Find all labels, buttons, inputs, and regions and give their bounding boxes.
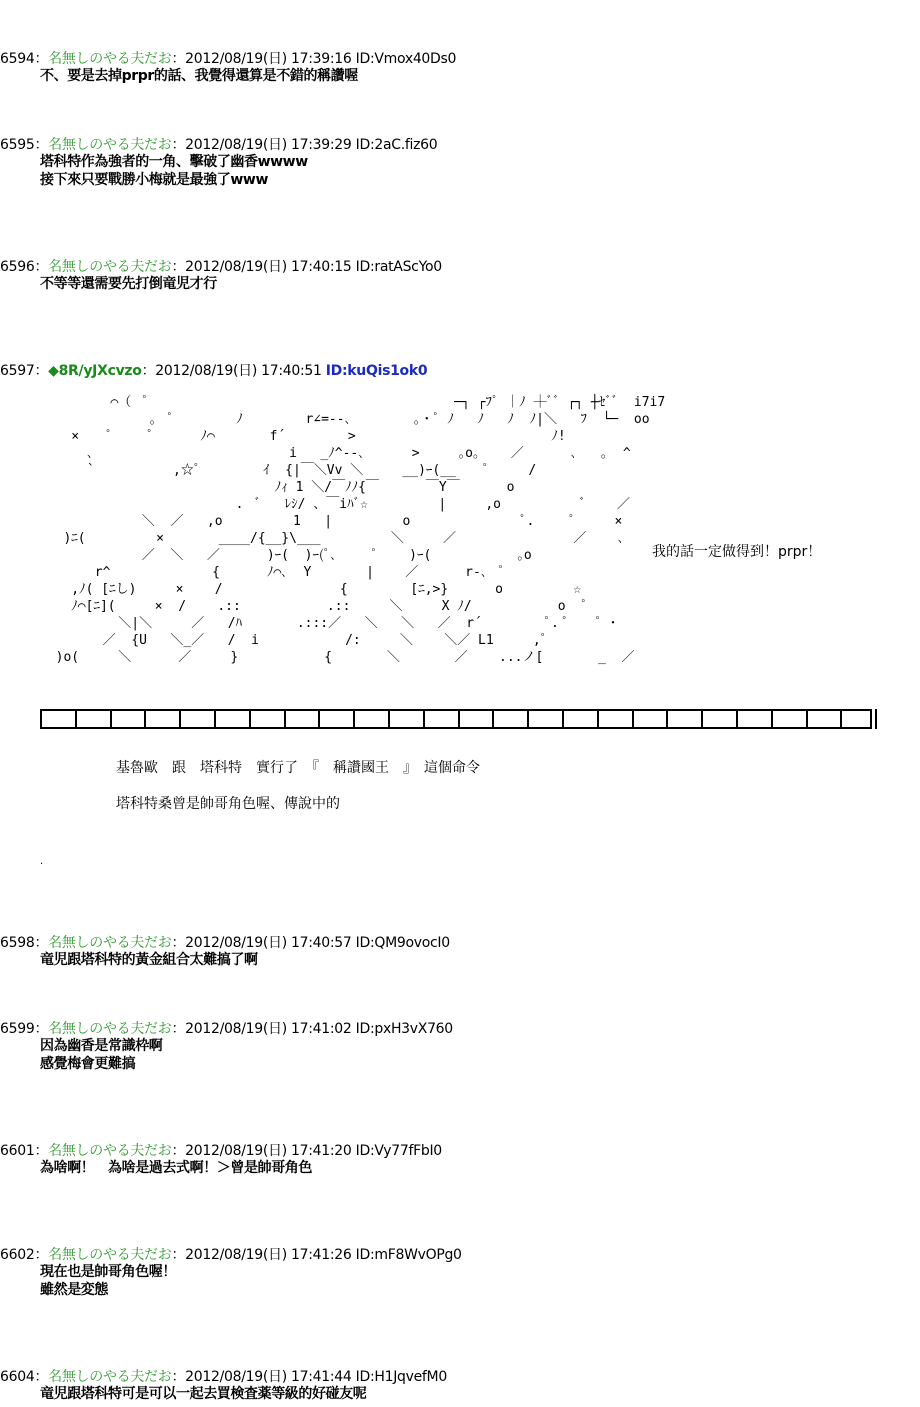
rail-tie <box>527 709 529 729</box>
post-header <box>0 1142 442 1160</box>
rail-tie <box>284 709 286 729</box>
rail-tie <box>597 709 599 729</box>
rail-bottom-line <box>40 727 872 729</box>
poster-id[interactable]: ID:ratAScYo0 <box>355 259 442 275</box>
rail-tie <box>249 709 251 729</box>
ascii-art-line: ＼|＼ ／ /ﾊ .:::／ ＼ ＼ ／ r´ ﾟ. ﾟ ﾟ ･ <box>40 616 617 631</box>
post-date: 2012/08/19(日) 17:41:02 <box>185 1021 352 1037</box>
post-number[interactable]: 6602 <box>0 1247 35 1263</box>
ascii-art-line: ⌒（ ﾟ ─┐ ┌ﾌﾟ ｜ﾉ ┼ﾞﾞ ┌┐ ┼ｾﾞﾞ i7i7 <box>40 395 666 410</box>
post-body <box>40 951 258 969</box>
post-date: 2012/08/19(日) 17:41:26 <box>185 1247 352 1263</box>
rail-tie <box>214 709 216 729</box>
trailing-dot: . <box>40 856 44 867</box>
poster-id[interactable]: ID:Vmox40Ds0 <box>355 51 457 67</box>
poster-trip: ◆8R/yJXcvzo <box>48 363 142 379</box>
rail-tie <box>423 709 425 729</box>
post-date: 2012/08/19(日) 17:40:15 <box>185 259 352 275</box>
ascii-art-line: ､ i _ﾉ^--､ > ｡o｡ ／ ､ ｡ ^ <box>40 446 631 461</box>
post-line: 不等等還需要先打倒竜児才行 <box>40 276 217 292</box>
separator: ： <box>34 1247 49 1263</box>
ascii-art-line: )ﾆ( × ____/{__}\___ ＼ ／ ／ ､ <box>40 531 625 546</box>
poster-name: 名無しのやる夫だお <box>48 1369 172 1385</box>
ascii-art-line: ／ {U ＼_／ / i /: ＼ ＼／ L1 ,ﾟ <box>40 633 548 648</box>
rail-tie <box>40 709 42 729</box>
post-line: 接下來只要戰勝小梅就是最強了www <box>40 172 269 188</box>
post-date: 2012/08/19(日) 17:39:29 <box>185 137 352 153</box>
poster-name: 名無しのやる夫だお <box>48 1143 172 1159</box>
ascii-art <box>40 396 665 668</box>
ascii-art-line: ﾉ⌒[ﾆ]( × / .:: .:: ＼ X ﾉ/ o ﾟ <box>40 599 588 614</box>
post-line: 竜児跟塔科特的黃金組合太難搞了啊 <box>40 952 258 968</box>
separator: ： <box>171 51 186 67</box>
rail-tie <box>144 709 146 729</box>
post-line: 塔科特作為強者的一角、擊破了幽香wwww <box>40 154 308 170</box>
post-body <box>40 153 308 189</box>
rail-tie <box>666 709 668 729</box>
ascii-art-line: ＼ ／ ,o 1 | o ﾟ. ﾟ × <box>40 514 623 529</box>
separator: ： <box>34 935 49 951</box>
rail-tie <box>492 709 494 729</box>
separator: ： <box>34 1369 49 1385</box>
narration-line: 基魯歐 跟 塔科特 實行了 『 稱讚國王 』 這個命令 <box>116 760 480 776</box>
ascii-art-line: ,ﾉ( [ﾆし) × / { [ﾆ,>} o ☆ <box>40 582 582 597</box>
separator: ： <box>141 363 156 379</box>
rail-tie <box>353 709 355 729</box>
post-number[interactable]: 6601 <box>0 1143 35 1159</box>
separator: ： <box>171 1143 186 1159</box>
ascii-art-line: ｡ ﾟ ﾉ r∠=-‐､ 。・ﾟ ﾉ ﾉ ﾉ ﾉ|＼ ﾌ └─ oo <box>40 412 650 427</box>
ascii-art-line: . ﾞ ﾚｼ/ 、￣iﾊﾞ☆ | ,o ﾞ ／ <box>40 497 631 512</box>
post-header <box>0 1020 453 1038</box>
poster-name: 名無しのやる夫だお <box>48 935 172 951</box>
post-header <box>0 258 442 276</box>
post-number[interactable]: 6598 <box>0 935 35 951</box>
separator: ： <box>34 259 49 275</box>
poster-name: 名無しのやる夫だお <box>48 1021 172 1037</box>
poster-name: 名無しのやる夫だお <box>48 259 172 275</box>
post-body <box>40 1385 366 1403</box>
post-line: 為啥啊！ 為啥是過去式啊！＞曾是帥哥角色 <box>40 1160 312 1176</box>
separator: ： <box>171 259 186 275</box>
post-number[interactable]: 6595 <box>0 137 35 153</box>
rail-tie <box>736 709 738 729</box>
poster-name: 名無しのやる夫だお <box>48 137 172 153</box>
separator: ： <box>34 51 49 67</box>
post-number[interactable]: 6597 <box>0 363 35 379</box>
post-date: 2012/08/19(日) 17:39:16 <box>185 51 352 67</box>
rail-tie <box>179 709 181 729</box>
speech-text: 我的話一定做得到！prpr！ <box>652 544 822 560</box>
rail-tie <box>75 709 77 729</box>
ascii-art-line: ﾉｨ 1 ＼/￣ﾉﾉ{￣ ￣Y￣ o <box>40 480 515 495</box>
ascii-art-line: × ﾟ ﾟ ﾉ⌒ f´ > ﾉ! <box>40 429 566 444</box>
ascii-art-line: )o( ＼ ／ } { ＼ ／ ...ノ[ _ ／ <box>40 650 635 665</box>
rail-tie <box>632 709 634 729</box>
poster-name: 名無しのやる夫だお <box>48 1247 172 1263</box>
poster-id[interactable]: ID:Vy77fFbI0 <box>355 1143 442 1159</box>
post-body <box>40 67 358 85</box>
ascii-art-line: ／ ＼ ／ )ｰ( )ｰ(ﾟ､ ﾟ )ｰ( ｡o <box>40 548 532 563</box>
post-date: 2012/08/19(日) 17:40:57 <box>185 935 352 951</box>
post-number[interactable]: 6594 <box>0 51 35 67</box>
post-line: 因為幽香是常識枠啊 <box>40 1038 163 1054</box>
rail-tie <box>840 709 842 729</box>
post-header <box>0 1368 447 1386</box>
separator: ： <box>171 1247 186 1263</box>
post-body <box>40 1037 162 1073</box>
post-body <box>40 1263 176 1299</box>
post-header <box>0 1246 462 1264</box>
railway-divider <box>40 709 872 729</box>
post-date: 2012/08/19(日) 17:40:51 <box>155 363 322 379</box>
rail-tie <box>318 709 320 729</box>
ascii-art-line: r^ { ﾉ⌒､ Y | ／ r-､ ﾟ <box>40 565 505 580</box>
post-line: 竜児跟塔科特可是可以一起去買検査薬等級的好碰友呢 <box>40 1386 367 1402</box>
post-header <box>0 136 437 154</box>
poster-id[interactable]: ID:QM9ovocI0 <box>355 935 450 951</box>
poster-id[interactable]: ID:pxH3vX760 <box>355 1021 453 1037</box>
rail-tie <box>458 709 460 729</box>
post-line: 不、要是去掉prpr的話、我覺得還算是不錯的稱讚喔 <box>40 68 358 84</box>
separator: ： <box>171 137 186 153</box>
post-number[interactable]: 6599 <box>0 1021 35 1037</box>
poster-name: 名無しのやる夫だお <box>48 51 172 67</box>
rail-tie <box>771 709 773 729</box>
post-number[interactable]: 6596 <box>0 259 35 275</box>
rail-tie <box>806 709 808 729</box>
post-header <box>0 50 456 68</box>
post-date: 2012/08/19(日) 17:41:44 <box>185 1369 352 1385</box>
separator: ： <box>34 137 49 153</box>
post-date: 2012/08/19(日) 17:41:20 <box>185 1143 352 1159</box>
rail-tie <box>562 709 564 729</box>
separator: ： <box>34 363 49 379</box>
poster-id[interactable]: ID:2aC.fiz60 <box>355 137 438 153</box>
poster-id[interactable]: ID:kuQis1ok0 <box>325 363 428 379</box>
separator: ： <box>34 1021 49 1037</box>
post-body <box>40 275 217 293</box>
poster-id[interactable]: ID:mF8WvOPg0 <box>355 1247 462 1263</box>
post-line: 感覺梅會更難搞 <box>40 1056 136 1072</box>
separator: ： <box>34 1143 49 1159</box>
rail-top-line <box>40 709 872 711</box>
separator: ： <box>171 1369 186 1385</box>
rail-tie <box>875 709 877 729</box>
rail-tie <box>110 709 112 729</box>
poster-id[interactable]: ID:H1JqvefM0 <box>355 1369 447 1385</box>
post-body <box>40 1159 312 1177</box>
post-header <box>0 362 427 380</box>
separator: ： <box>171 1021 186 1037</box>
narration-line: 塔科特桑曾是帥哥角色喔、傳說中的 <box>116 796 340 812</box>
rail-tie <box>870 709 872 729</box>
separator: ： <box>171 935 186 951</box>
post-header <box>0 934 450 952</box>
post-line: 雖然是変態 <box>40 1282 108 1298</box>
post-number[interactable]: 6604 <box>0 1369 35 1385</box>
post-line: 現在也是帥哥角色喔！ <box>40 1264 176 1280</box>
ascii-art-line: ` ,☆ﾟ ｲ {|￣＼Vv ＼ __)ｰ(__ ﾟ / <box>40 463 537 478</box>
rail-tie <box>701 709 703 729</box>
rail-tie <box>388 709 390 729</box>
